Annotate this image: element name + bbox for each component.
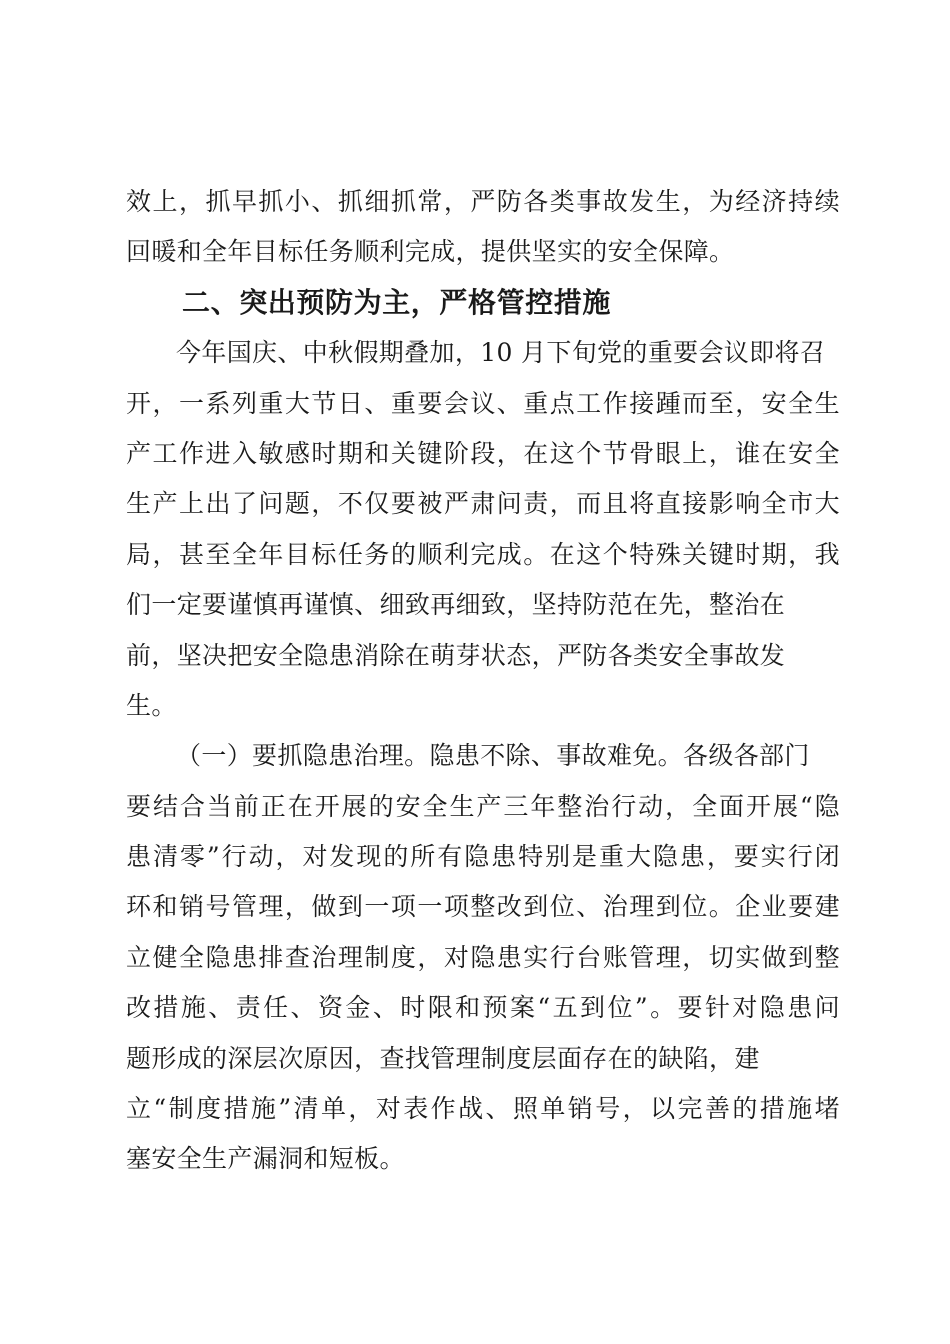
text-line: 生。 [126, 690, 177, 720]
document-body [126, 177, 840, 1185]
text-line: 题形成的深层次原因，查找管理制度层面存在的缺陷，建 [126, 1043, 760, 1073]
text-line: 产工作进入敏感时期和关键阶段，在这个节骨眼上，谁在安全 [126, 438, 840, 468]
text-line: 患清零”行动，对发现的所有隐患特别是重大隐患，要实行闭 [126, 842, 840, 872]
text-line: 效上，抓早抓小、抓细抓常，严防各类事故发生，为经济持续 [126, 187, 840, 216]
text-line: 塞安全生产漏洞和短板。 [126, 1144, 405, 1174]
text-line: 改措施、责任、资金、时限和预案“五到位”。要针对隐患问 [126, 993, 840, 1023]
text-line: 要结合当前正在开展的安全生产三年整治行动，全面开展“隐 [126, 791, 840, 821]
text-line: 环和销号管理，做到一项一项整改到位、治理到位。企业要建 [126, 892, 840, 922]
text-line: 们一定要谨慎再谨慎、细致再细致，坚持防范在先，整治在 [126, 590, 786, 620]
text-line: 今年国庆、中秋假期叠加，10 月下旬党的重要会议即将召 [176, 338, 826, 368]
text-line: 回暖和全年目标任务顺利完成，提供坚实的安全保障。 [126, 237, 735, 267]
text-line: 开，一系列重大节日、重要会议、重点工作接踵而至，安全生 [126, 388, 840, 418]
text-line: 生产上出了问题，不仅要被严肃问责，而且将直接影响全市大 [126, 489, 840, 519]
text-line: 前，坚决把安全隐患消除在萌芽状态，严防各类安全事故发 [126, 640, 786, 670]
text-line: 立健全隐患排查治理制度，对隐患实行台账管理，切实做到整 [126, 942, 840, 972]
subsection-lead-line: （一）要抓隐患治理。隐患不除、事故难免。各级各部门 [176, 741, 810, 771]
text-line: 局，甚至全年目标任务的顺利完成。在这个特殊关键时期，我 [126, 539, 840, 569]
section-heading: 二、突出预防为主，严格管控措施 [182, 285, 612, 319]
text-line: 立“制度措施”清单，对表作战、照单销号，以完善的措施堵 [126, 1094, 840, 1124]
